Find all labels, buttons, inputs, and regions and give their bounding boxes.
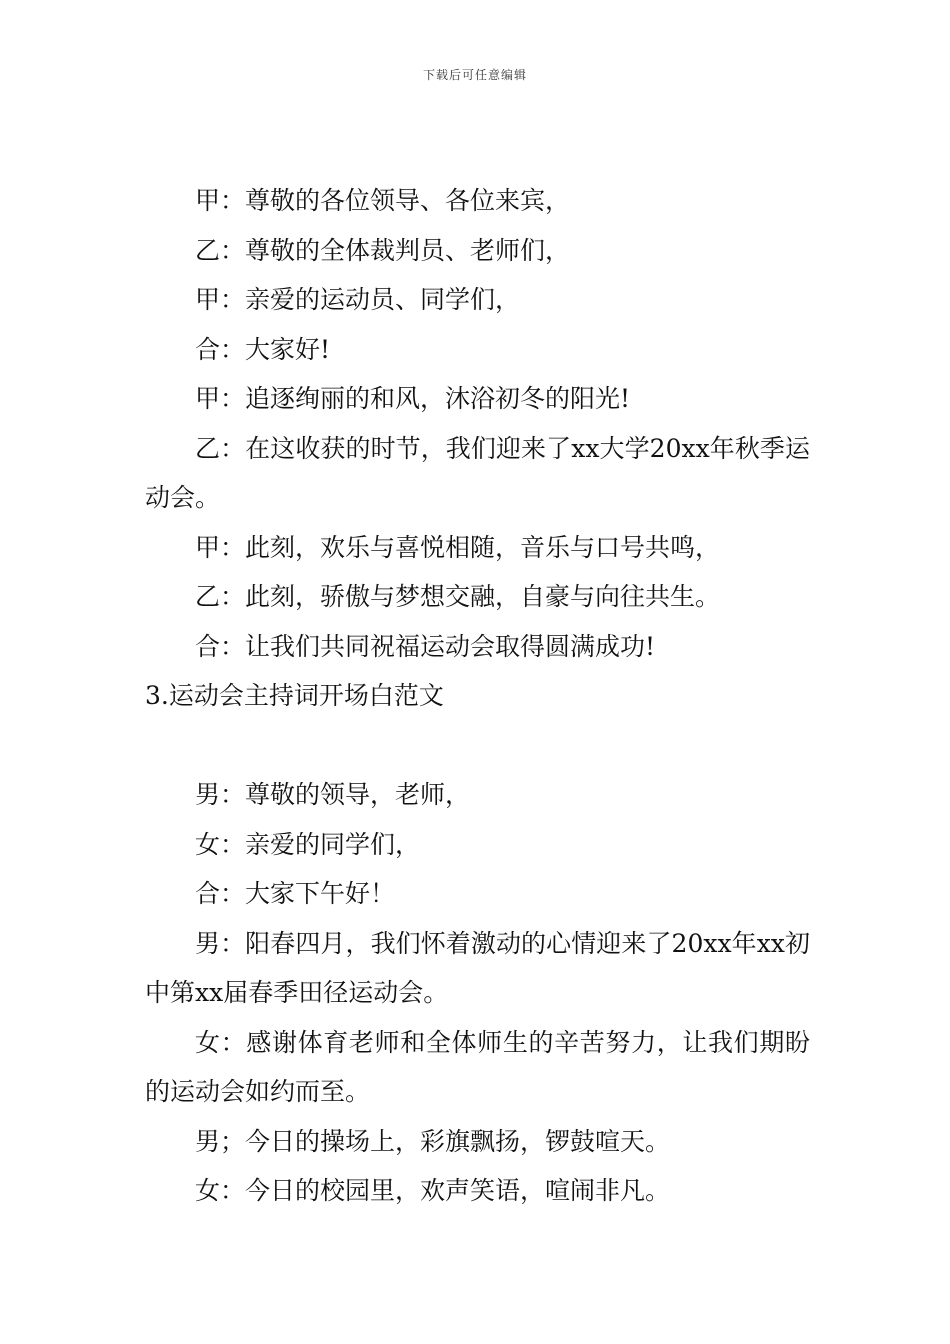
- paragraph: 合：大家下午好！: [195, 879, 396, 908]
- page-header-note: 下载后可任意编辑: [422, 68, 527, 82]
- paragraph: 女：感谢体育老师和全体师生的辛苦努力，让我们期盼的运动会如约而至。: [145, 1027, 810, 1106]
- paragraph: 乙：尊敬的全体裁判员、老师们，: [195, 235, 571, 265]
- document-body: [145, 176, 810, 1216]
- paragraph: 女：今日的校园里，欢声笑语，喧闹非凡。: [195, 1176, 671, 1205]
- paragraph: 男：尊敬的领导，老师，: [195, 780, 471, 809]
- paragraph: 女：亲爱的同学们，: [195, 829, 421, 859]
- paragraph: 合：让我们共同祝福运动会取得圆满成功!: [195, 631, 656, 661]
- paragraph: 甲：此刻，欢乐与喜悦相随，音乐与口号共鸣，: [195, 532, 721, 562]
- paragraph: 甲：亲爱的运动员、同学们，: [195, 285, 521, 314]
- paragraph: 男；今日的操场上，彩旗飘扬，锣鼓喧天。: [195, 1126, 671, 1156]
- section-heading: 3.运动会主持词开场白范文: [145, 681, 444, 710]
- spacer: [145, 721, 810, 771]
- paragraph: 甲：追逐绚丽的和风，沐浴初冬的阳光!: [195, 384, 631, 413]
- paragraph: 甲：尊敬的各位领导、各位来宾，: [195, 186, 571, 215]
- paragraph: 乙：此刻，骄傲与梦想交融，自豪与向往共生。: [195, 582, 721, 611]
- paragraph: 男：阳春四月，我们怀着激动的心情迎来了20xx年xx初中第xx届春季田径运动会。: [145, 928, 810, 1007]
- paragraph: 乙：在这收获的时节，我们迎来了xx大学20xx年秋季运动会。: [145, 433, 810, 512]
- paragraph: 合：大家好!: [195, 334, 331, 364]
